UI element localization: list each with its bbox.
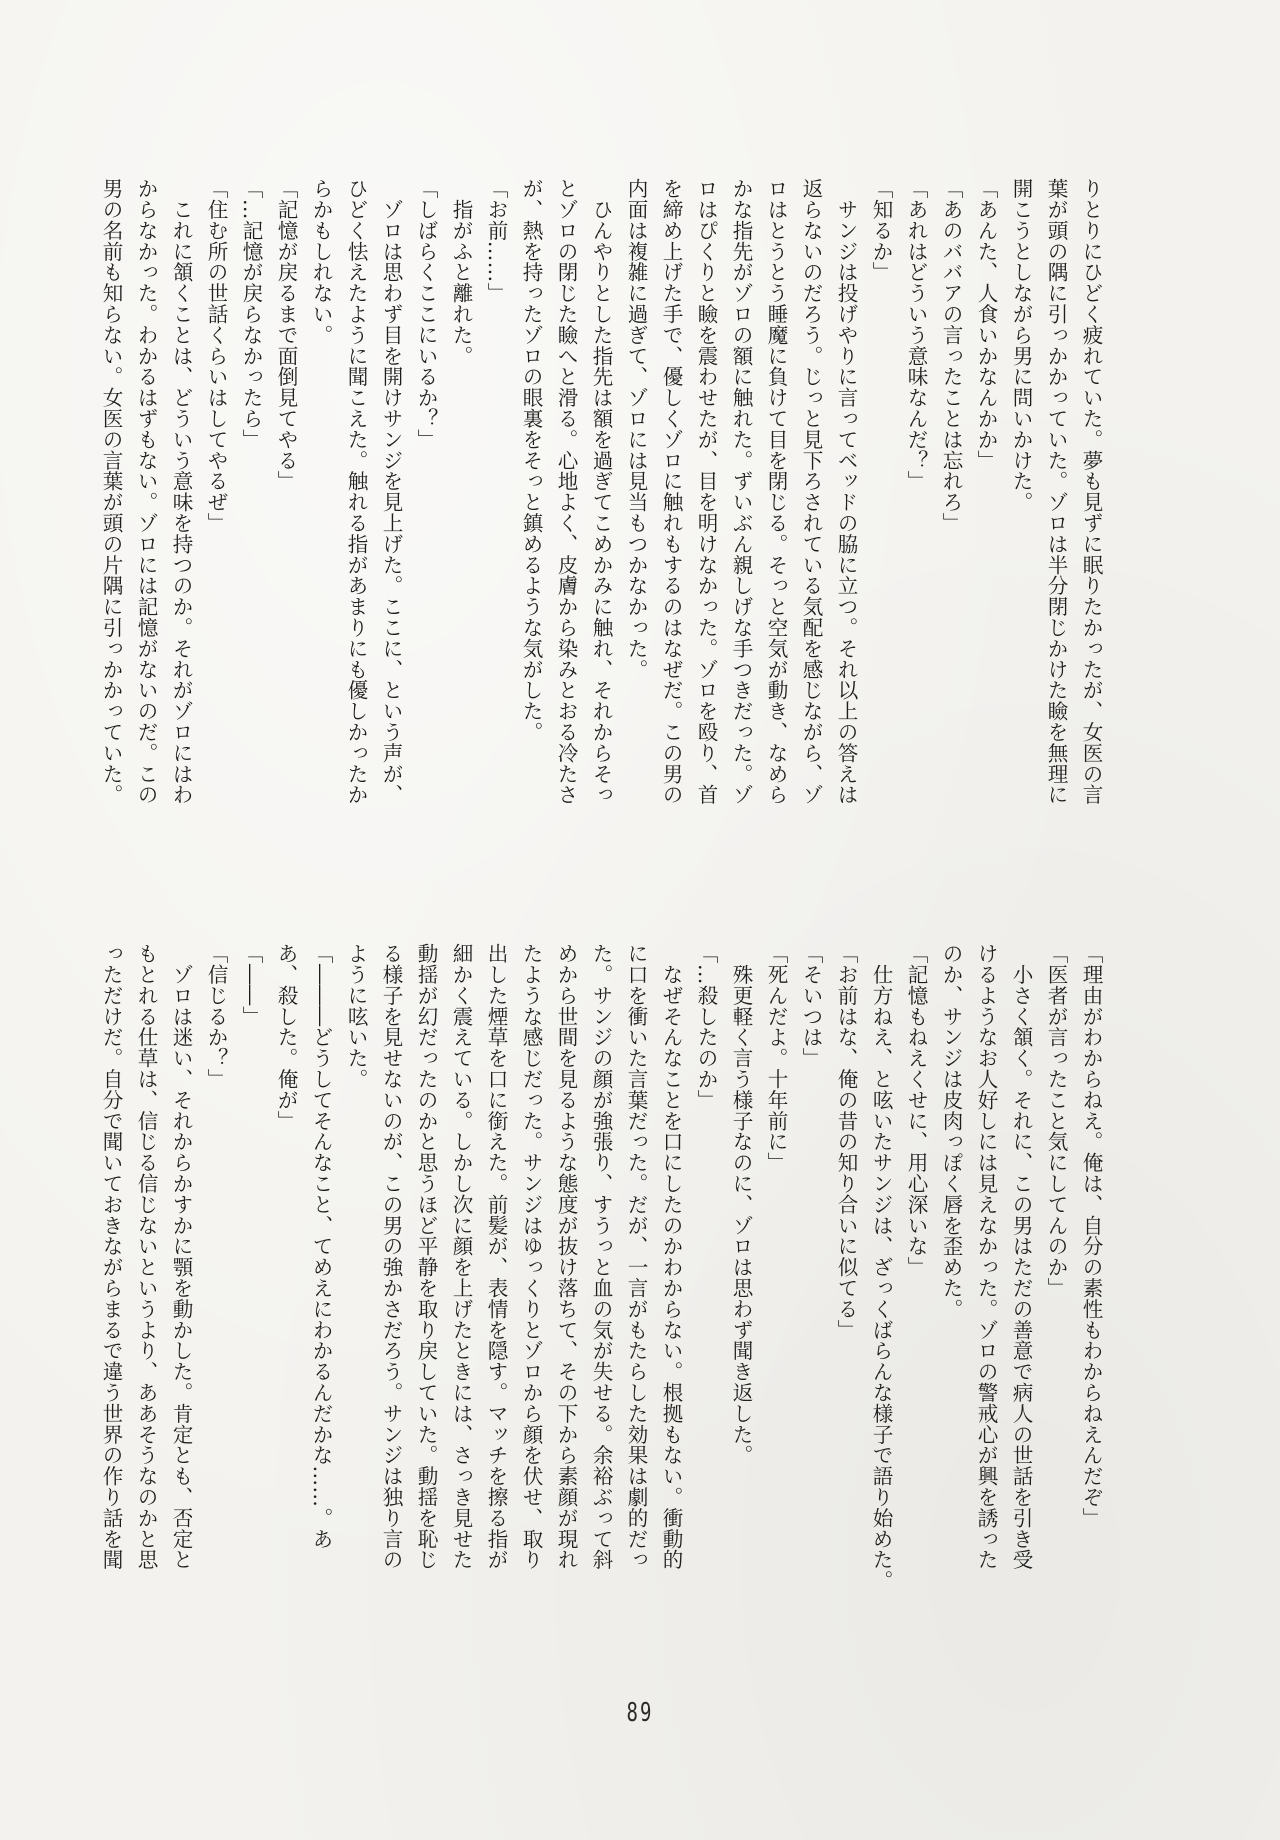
text-line: ロはとうとう睡魔に負けて目を閉じる。そっと空気が動き、なめら (764, 178, 788, 805)
text-line: かな指先がゾロの額に触れた。ずいぶん親しげな手つきだった。ゾ (729, 178, 753, 805)
lower-text-block (99, 943, 1108, 1643)
text-line: からなかった。わかるはずもない。ゾロには記憶がないのだ。この (134, 178, 158, 805)
text-line: 「あのババアの言ったことは忘れろ」 (939, 178, 963, 534)
text-line: 「―――どうしてそんなこと、てめえにわかるんだかな……。あ (309, 943, 333, 1550)
text-line: けるようなお人好しには見えなかった。ゾロの警戒心が興を誘った (974, 943, 998, 1570)
upper-text-block (99, 178, 1108, 878)
text-line: 「医者が言ったこと気にしてんのか」 (1044, 943, 1068, 1299)
text-line: のか、サンジは皮肉っぽく唇を歪めた。 (939, 943, 963, 1320)
text-line: 出した煙草を口に銜えた。前髪が、表情を隠す。マッチを擦る指が (484, 943, 508, 1570)
text-line: 「お前……」 (484, 178, 508, 304)
text-line: っただけだ。自分で聞いておきながらまるで違う世界の作り話を聞 (99, 943, 123, 1570)
text-line: に口を衝いた言葉だった。だが、一言がもたらした効果は劇的だっ (624, 943, 648, 1570)
text-line: これに頷くことは、どういう意味を持つのか。それがゾロにはわ (169, 178, 193, 805)
text-line: たような感じだった。サンジはゆっくりとゾロから顔を伏せ、取り (519, 943, 543, 1570)
text-line: 「あんた、人食いかなんかか」 (974, 178, 998, 471)
text-line: 「住む所の世話くらいはしてやるぜ」 (204, 178, 228, 534)
text-line: 「…殺したのか」 (694, 943, 718, 1111)
text-line: 動揺が幻だったのかと思うほど平静を取り戻していた。動揺を恥じ (414, 943, 438, 1570)
text-line: とゾロの閉じた瞼へと滑る。心地よく、皮膚から染みとおる冷たさ (554, 178, 578, 805)
text-line: 「信じるか？」 (204, 943, 228, 1090)
text-line: 開こうとしながら男に問いかけた。 (1009, 178, 1033, 513)
text-line: 「…記憶が戻らなかったら」 (239, 178, 263, 450)
text-line: ロはぴくりと瞼を震わせたが、目を明けなかった。ゾロを殴り、首 (694, 178, 718, 805)
text-line: 「死んだよ。十年前に」 (764, 943, 788, 1173)
text-line: サンジは投げやりに言ってベッドの脇に立つ。それ以上の答えは (834, 178, 858, 805)
text-line: 葉が頭の隅に引っかかっていた。ゾロは半分閉じかけた瞼を無理に (1044, 178, 1068, 805)
text-line: 「お前はな、俺の昔の知り合いに似てる」 (834, 943, 858, 1341)
text-line: 細かく震えている。しかし次に顔を上げたときには、さっき見せた (449, 943, 473, 1570)
text-line: りとりにひどく疲れていた。夢も見ずに眠りたかったが、女医の言 (1079, 178, 1103, 805)
text-line: を締め上げた手で、優しくゾロに触れもするのはなぜだ。この男の (659, 178, 683, 805)
page-number: 89 (626, 1698, 654, 1728)
text-line: 「そいつは」 (799, 943, 823, 1069)
text-line: 「知るか」 (869, 178, 893, 283)
text-line: なぜそんなことを口にしたのかわからない。根拠もない。衝動的 (659, 943, 683, 1570)
text-line: る様子を見せないのが、この男の強かさだろう。サンジは独り言の (379, 943, 403, 1570)
text-line: ように呟いた。 (344, 943, 368, 1090)
text-line: 「記憶が戻るまで面倒見てやる」 (274, 178, 298, 492)
text-line: ゾロは迷い、それからかすかに顎を動かした。肯定とも、否定と (169, 943, 193, 1570)
text-line: ゾロは思わず目を開けサンジを見上げた。ここに、という声が、 (379, 178, 403, 805)
text-line: 仕方ねえ、と呟いたサンジは、ざっくばらんな様子で語り始めた。 (869, 943, 893, 1591)
text-line: ひんやりとした指先は額を過ぎてこめかみに触れ、それからそっ (589, 178, 613, 805)
text-line: 男の名前も知らない。女医の言葉が頭の片隅に引っかかっていた。 (99, 178, 123, 805)
text-line: 殊更軽く言う様子なのに、ゾロは思わず聞き返した。 (729, 943, 753, 1466)
text-line: 「記憶もねえくせに、用心深いな」 (904, 943, 928, 1278)
text-line: もとれる仕草は、信じる信じないというより、ああそうなのかと思 (134, 943, 158, 1570)
text-line: が、熱を持ったゾロの眼裏をそっと鎮めるような気がした。 (519, 178, 543, 743)
text-line: た。サンジの顔が強張り、すうっと血の気が失せる。余裕ぶって斜 (589, 943, 613, 1570)
text-line: 「――」 (239, 943, 263, 1027)
text-line: あ、殺した。俺が」 (274, 943, 298, 1132)
text-line: らかもしれない。 (309, 178, 333, 346)
text-line: めから世間を見るような態度が抜け落ちて、その下から素顔が現れ (554, 943, 578, 1570)
text-line: 「しばらくここにいるか？」 (414, 178, 438, 450)
text-line: 指がふと離れた。 (449, 178, 473, 367)
text-line: 「あれはどういう意味なんだ？」 (904, 178, 928, 492)
text-line: ひどく怯えたように聞こえた。触れる指があまりにも優しかったか (344, 178, 368, 805)
text-line: 内面は複雑に過ぎて、ゾロには見当もつかなかった。 (624, 178, 648, 680)
text-line: 「理由がわからねえ。俺は、自分の素性もわからねえんだぞ」 (1079, 943, 1103, 1529)
text-line: 返らないのだろう。じっと見下ろされている気配を感じながら、ゾ (799, 178, 823, 805)
text-line: 小さく頷く。それに、この男はただの善意で病人の世話を引き受 (1009, 943, 1033, 1570)
